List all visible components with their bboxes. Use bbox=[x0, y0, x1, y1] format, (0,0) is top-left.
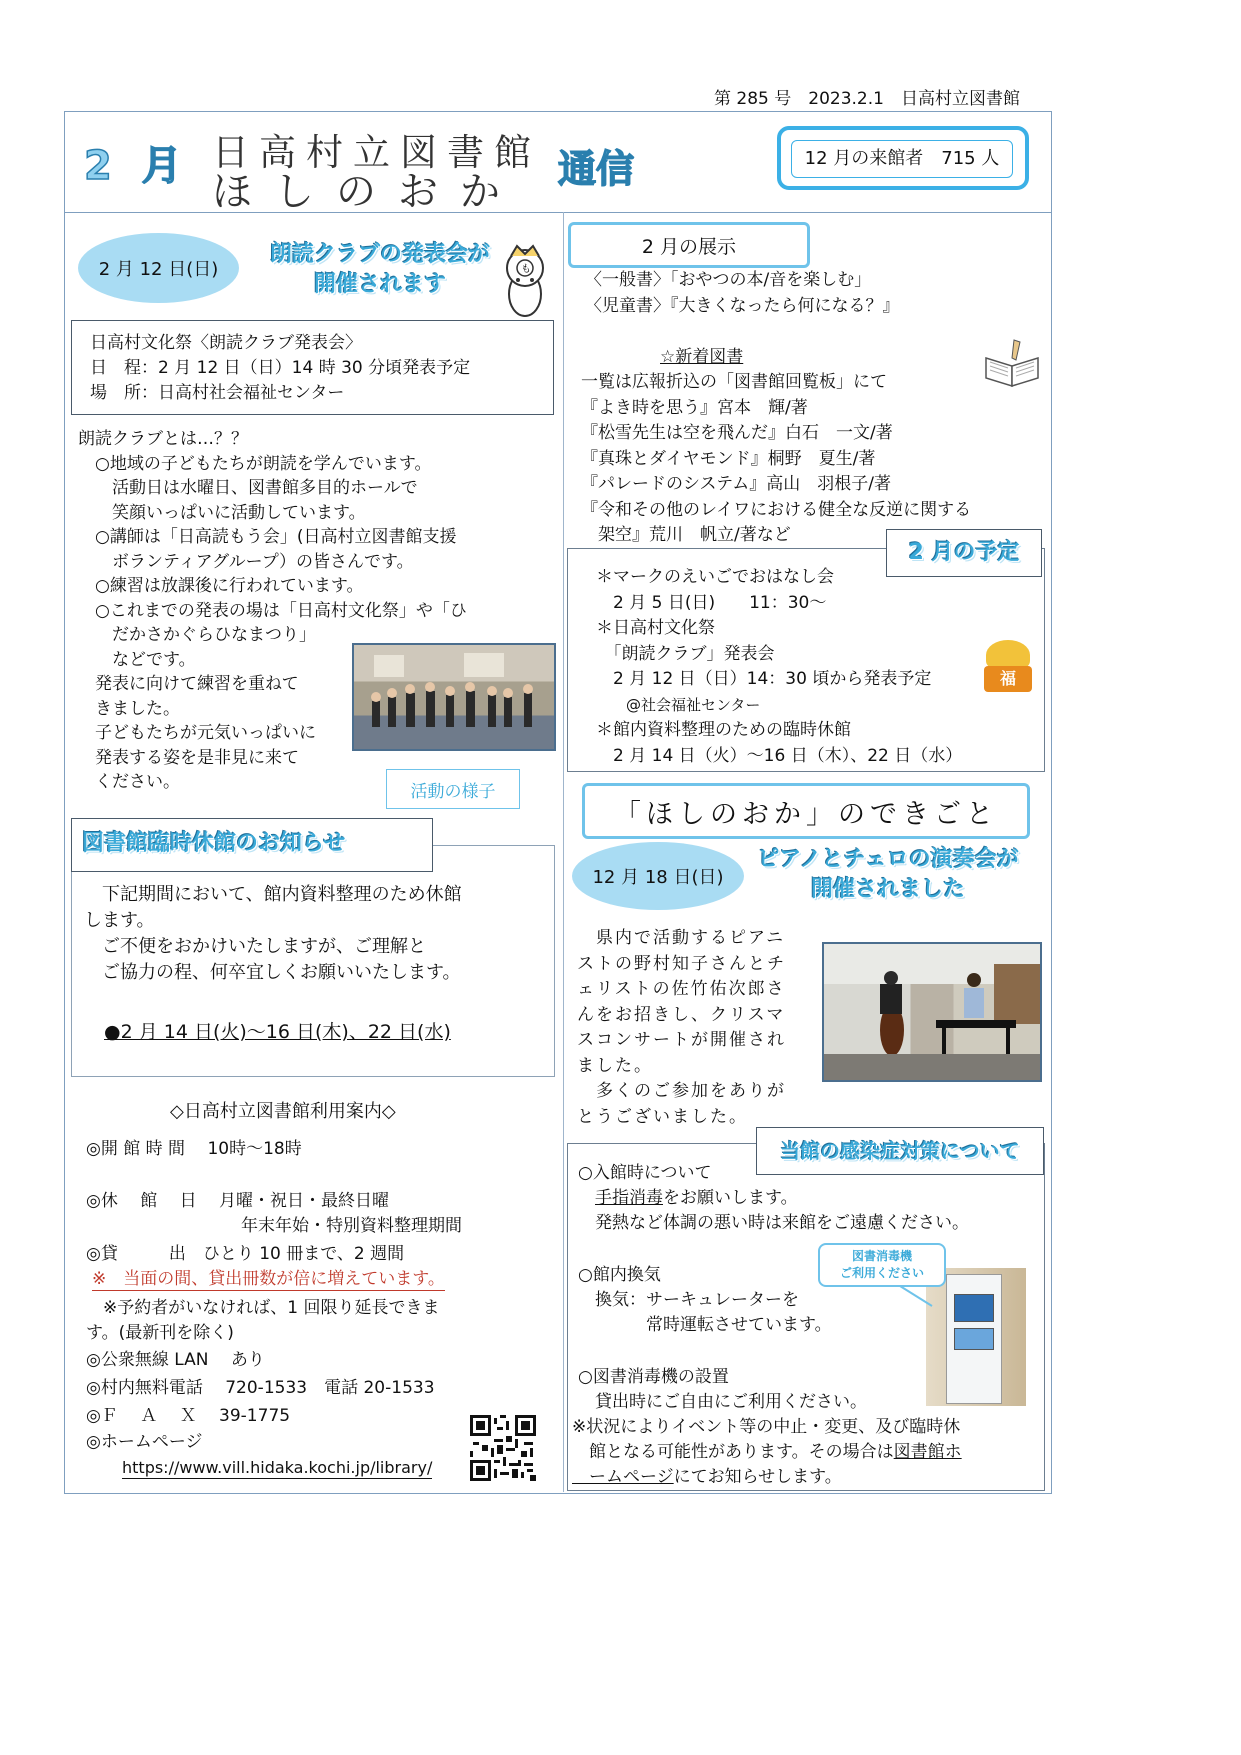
event1-title-line1: 朗読クラブの発表会が bbox=[269, 242, 490, 267]
sterilizer-callout bbox=[818, 1243, 946, 1287]
note3-link: ームページ bbox=[572, 1467, 674, 1487]
issue-line: 第 285 号 2023.2.1 日高村立図書館 bbox=[714, 89, 1020, 109]
schedule-line: 2 月 12 日（日）14：30 頃から発表予定 bbox=[596, 669, 932, 689]
schedule-lines bbox=[596, 565, 962, 769]
guide-url[interactable]: https://www.vill.hidaka.kochi.jp/library/ bbox=[122, 1458, 433, 1477]
body-line: だかさかぐらひなまつり」 bbox=[78, 625, 316, 645]
event1-info bbox=[90, 331, 470, 406]
closure-body bbox=[84, 882, 462, 986]
event1-info-box bbox=[71, 320, 554, 415]
body-line: ○地域の子どもたちが朗読を学んでいます。 bbox=[78, 453, 432, 474]
body-line: などです。 bbox=[78, 649, 196, 670]
activity-photo bbox=[352, 643, 556, 751]
event-title-line1: ピアノとチェロの演奏会が bbox=[757, 847, 1019, 872]
body-line: 県内で活動するピアニ bbox=[577, 928, 786, 948]
new-books bbox=[581, 370, 971, 549]
body-line: んをお招きし、クリスマ bbox=[577, 1004, 786, 1025]
photo-caption-text: 活動の様子 bbox=[410, 781, 496, 802]
body-line: ○講師は「日高読もう会」(日高村立図書館支援 bbox=[78, 527, 457, 547]
body-line: ○これまでの発表の場は「日高村文化祭」や「ひ bbox=[78, 600, 467, 621]
body-line: 下記期間において、館内資料整理のため休館 bbox=[84, 884, 462, 905]
body-line: 発表に向けて練習を重ねて bbox=[78, 674, 299, 694]
masthead-title-bottom: ほしのおか bbox=[212, 169, 522, 215]
schedule-line: ＊日高村文化祭 bbox=[596, 618, 715, 638]
closure-dates: ●2 月 14 日(火)～16 日(木)、22 日(水) bbox=[104, 1021, 451, 1043]
schedule-line: 2 月 14 日（火）～16 日（木）、22 日（水） bbox=[596, 745, 963, 766]
new-book-line: 『真珠とダイヤモンド』桐野 夏生/著 bbox=[581, 448, 876, 469]
body-line: きました。 bbox=[78, 698, 180, 719]
mascot-icon bbox=[497, 244, 553, 322]
new-book-line: 架空』荒川 帆立/著など bbox=[581, 525, 791, 545]
vent-line1: 換気：サーキュレーターを bbox=[578, 1290, 799, 1310]
schedule-line: ＊館内資料整理のための臨時休館 bbox=[596, 720, 851, 740]
schedule-line: ＊マークのえいごでおはなし会 bbox=[596, 567, 834, 587]
exhibit-title: 2 月の展示 bbox=[641, 235, 737, 258]
sterilizer-line1: 貸出時にご自由にご利用ください。 bbox=[578, 1392, 867, 1412]
visitor-box bbox=[777, 126, 1029, 190]
info-line: 日高村文化祭〈朗読クラブ発表会〉 bbox=[90, 333, 362, 353]
concert-photo bbox=[822, 942, 1042, 1082]
schedule-line: @社会福祉センター bbox=[596, 695, 761, 714]
entry-line2: 発熱など体調の悪い時は来館をご遠慮ください。 bbox=[578, 1213, 969, 1233]
happenings-body bbox=[577, 926, 786, 1130]
body-line: ェリストの佐竹佑次郎さ bbox=[577, 979, 786, 999]
body-line: ください。 bbox=[78, 772, 180, 792]
note-line3 bbox=[572, 1465, 842, 1490]
schedule-line: 「朗読クラブ」発表会 bbox=[596, 643, 775, 664]
masthead-tsushin: 通信 bbox=[558, 147, 635, 191]
exhibit-lines bbox=[585, 267, 900, 319]
exhibit-title-box bbox=[568, 222, 810, 268]
photo-caption bbox=[386, 769, 520, 809]
vent-head: ○館内換気 bbox=[578, 1265, 661, 1285]
body-line: 朗読クラブとは…？？ bbox=[78, 429, 248, 449]
masthead-title-top: 日高村立図書館 bbox=[212, 131, 541, 174]
schedule-title: 2 月の予定 bbox=[908, 540, 1020, 565]
body-line: ボランティアグループ）の皆さんです。 bbox=[78, 551, 414, 572]
guide-extend2: す。(最新刊を除く) bbox=[86, 1323, 234, 1343]
event1-title-line2: 開催されます bbox=[313, 272, 446, 297]
body-line: 活動日は水曜日、図書館多目的ホールで bbox=[78, 478, 418, 498]
event1-date-badge: 2 月 12 日(日) bbox=[78, 233, 239, 303]
closure-title: 図書館臨時休館のお知らせ bbox=[82, 831, 346, 856]
body-line: します。 bbox=[84, 910, 155, 931]
body-line: ご協力の程、何卒宜しくお願いいたします。 bbox=[84, 962, 461, 983]
new-book-line: 『パレードのシステム』高山 羽根子/著 bbox=[581, 474, 892, 494]
new-book-line: 『令和その他のレイワにおける健全な反逆に関する bbox=[581, 499, 972, 520]
book-icon bbox=[982, 338, 1044, 390]
body-line: スコンサートが開催され bbox=[577, 1030, 786, 1050]
exhibit-line: 〈一般書〉「おやつの本/音を楽しむ」 bbox=[585, 270, 872, 290]
note3-text: にてお知らせします。 bbox=[673, 1467, 842, 1487]
guide-closed1: ◎休 館 日 月曜・祝日・最終日曜 bbox=[86, 1191, 390, 1211]
callout-text: 図書消毒機 ご利用ください bbox=[839, 1249, 924, 1280]
new-book-line: 『よき時を思う』宮本 輝/著 bbox=[581, 397, 808, 418]
new-book-line: 一覧は広報折込の「図書館回覧板」にて bbox=[581, 372, 887, 392]
body-line: とうございました。 bbox=[577, 1106, 748, 1127]
guide-wifi: ◎公衆無線 LAN あり bbox=[86, 1350, 265, 1370]
body-line: ストの野村知子さんとチ bbox=[577, 953, 786, 974]
note-line1: ※状況によりイベント等の中止・変更、及び臨時休 bbox=[572, 1417, 961, 1437]
column-divider bbox=[563, 212, 564, 1492]
info-line: 場 所：日高村社会福祉センター bbox=[90, 383, 345, 403]
lucky-bag-icon bbox=[982, 640, 1034, 694]
vent-line2: 常時運転させています。 bbox=[578, 1315, 832, 1335]
body-line: ました。 bbox=[577, 1055, 653, 1076]
guide-homepage: ◎ホームページ bbox=[86, 1432, 203, 1452]
body-line: 発表する姿を是非見に来て bbox=[78, 747, 299, 768]
exhibit-line: 〈児童書〉『大きくなったら何になる？』 bbox=[585, 296, 900, 316]
event1-title bbox=[250, 240, 510, 300]
guide-lending: ◎貸 出 ひとり 10 冊まで、2 週間 bbox=[86, 1244, 405, 1264]
sterilizer-head: ○図書消毒機の設置 bbox=[578, 1367, 729, 1387]
sterilizer-photo bbox=[926, 1268, 1026, 1406]
body-line: 笑顔いっぱいに活動しています。 bbox=[78, 502, 366, 523]
guide-notice: ※ 当面の間、貸出冊数が倍に増えています。 bbox=[92, 1269, 445, 1289]
closure-title-box bbox=[71, 818, 433, 872]
callout-pointer bbox=[896, 1284, 936, 1308]
guide-closed2: 年末年始・特別資料整理期間 bbox=[241, 1216, 462, 1236]
note2-text: 館となる可能性があります。その場合は bbox=[572, 1442, 894, 1462]
entry-head: ○入館時について bbox=[578, 1163, 712, 1183]
note2-link: 図書館ホ bbox=[893, 1442, 962, 1462]
happenings-title: 「ほしのおか」のできごと bbox=[614, 798, 998, 830]
body-line: 子どもたちが元気いっぱいに bbox=[78, 723, 316, 743]
happenings-date-badge: 12 月 18 日(日) bbox=[572, 842, 744, 910]
new-book-line: 『松雪先生は空を飛んだ』白石 一文/著 bbox=[581, 423, 893, 443]
guide-title: ◇日高村立図書館利用案内◇ bbox=[170, 1101, 396, 1122]
guide-hours: ◎開 館 時 間 10時～18時 bbox=[86, 1139, 302, 1159]
guide-extend1: ※予約者がいなければ、1 回限り延長できま bbox=[86, 1298, 440, 1318]
svg-text:も: も bbox=[521, 264, 531, 275]
happenings-title-box bbox=[582, 783, 1030, 839]
body-line: ご不便をおかけいたしますが、ご理解と bbox=[84, 936, 426, 957]
happenings-event-title bbox=[748, 845, 1028, 905]
masthead-month: 2 月 bbox=[84, 143, 190, 189]
infection-title-box bbox=[756, 1127, 1044, 1175]
guide-fax: ◎Ｆ Ａ Ｘ 39-1775 bbox=[86, 1406, 291, 1426]
fuku-label: 福 bbox=[984, 666, 1032, 692]
visitor-count: 12 月の来館者 715 人 bbox=[791, 140, 1013, 178]
entry1-rest: をお願いします。 bbox=[663, 1188, 798, 1208]
entry-line1 bbox=[578, 1186, 798, 1211]
info-line: 日 程：2 月 12 日（日）14 時 30 分頃発表予定 bbox=[90, 358, 471, 378]
qr-code-icon[interactable] bbox=[470, 1415, 536, 1481]
hand-sanitize: 手指消毒 bbox=[595, 1188, 663, 1208]
schedule-line: 2 月 5 日(日) 11：30～ bbox=[596, 592, 827, 613]
infection-title: 当館の感染症対策について bbox=[780, 1139, 1020, 1163]
new-books-heading: ☆新着図書 bbox=[660, 347, 744, 367]
body-line: 多くのご参加をありが bbox=[577, 1081, 786, 1101]
guide-phone: ◎村内無料電話 720-1533 電話 20-1533 bbox=[86, 1378, 435, 1398]
body-line: ○練習は放課後に行われています。 bbox=[78, 576, 364, 596]
event-title-line2: 開催されました bbox=[810, 877, 965, 902]
note-line2 bbox=[572, 1440, 962, 1465]
